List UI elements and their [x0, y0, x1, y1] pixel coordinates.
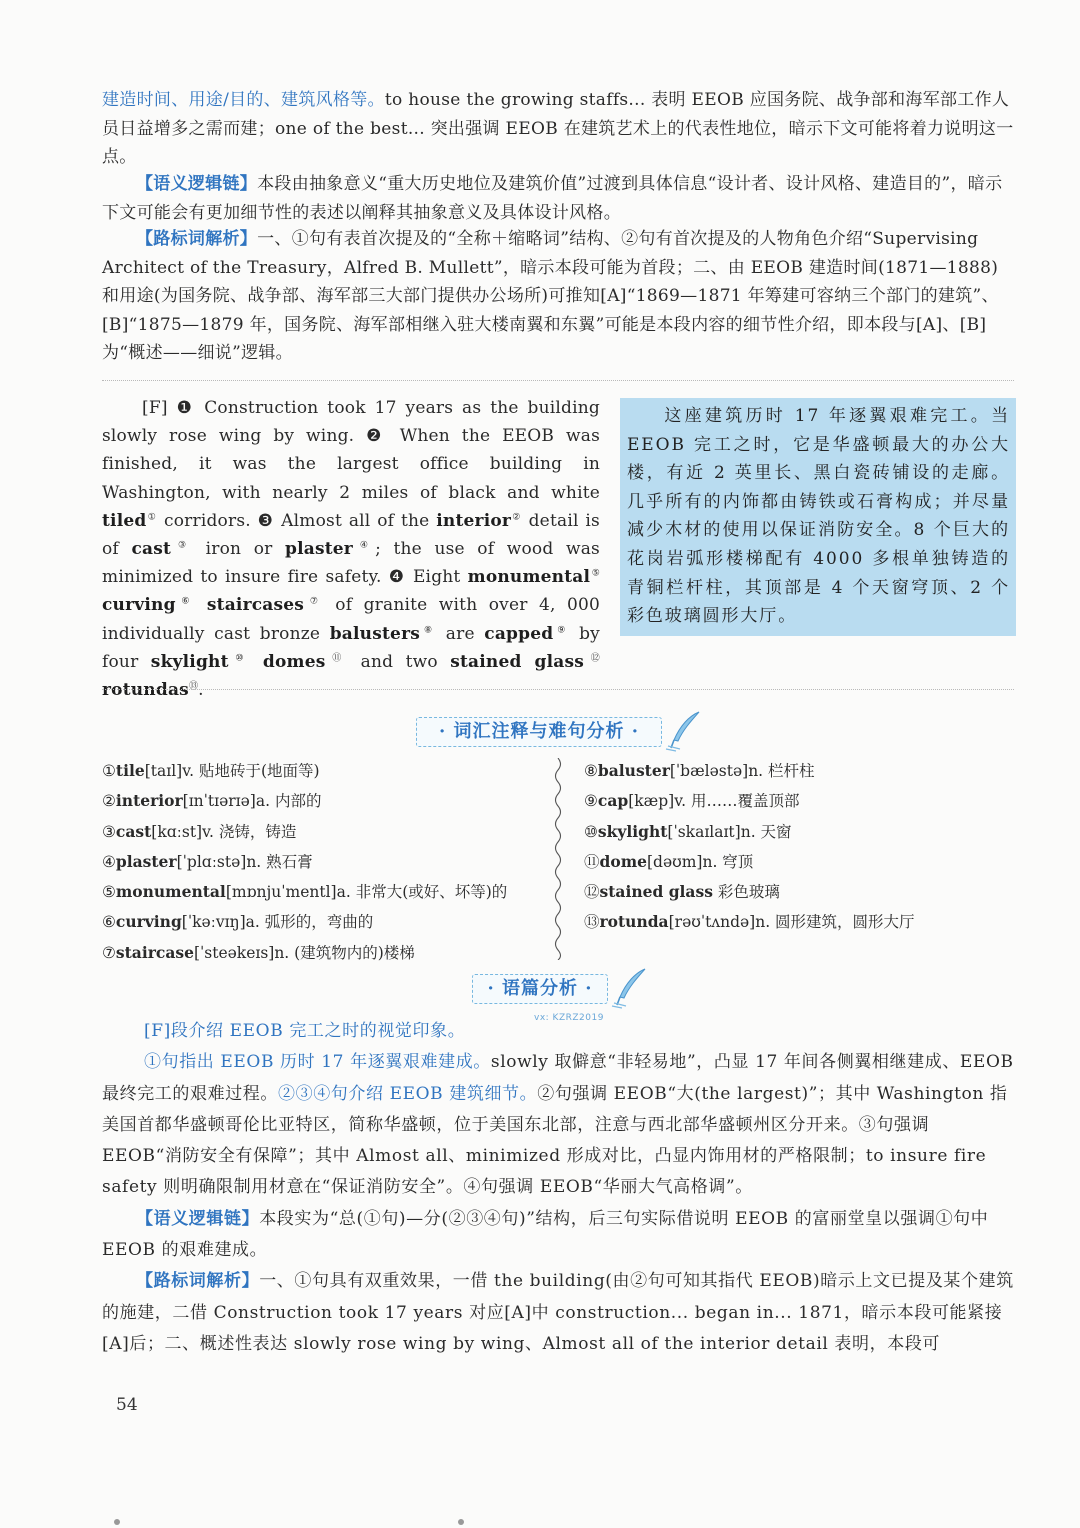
vocab-list-right — [584, 756, 915, 938]
vocab-item: ⑨cap[kæp]v. 用……覆盖顶部 — [584, 791, 800, 811]
sentence-number: ❶ — [176, 398, 196, 418]
vocab-item: ⑪dome[dəʊm]n. 穹顶 — [584, 851, 754, 871]
semantic-chain-tag: 【语义逻辑链】 — [136, 174, 258, 194]
paragraph-label: [F] — [142, 398, 168, 418]
footnote-mark: ④ — [352, 540, 376, 551]
footnote-mark: ⑥ — [175, 596, 196, 607]
vocab-word: monumental — [467, 567, 591, 588]
quill-pen-icon — [610, 967, 650, 1009]
footnote-mark: ⑫ — [583, 653, 600, 664]
vocab-word: skylight — [150, 651, 229, 672]
sentence-4-part: are — [436, 623, 485, 644]
sentence-4-end: . — [198, 680, 204, 701]
footnote-mark: ⑦ — [304, 596, 324, 607]
vocab-word: balusters — [329, 623, 421, 644]
analysis-paragraph-1 — [102, 1047, 1014, 1203]
sentence-3-part: detail is of — [102, 510, 600, 560]
footnote-mark: ⑩ — [228, 653, 251, 664]
section-divider — [102, 380, 1014, 381]
analysis-paragraph-3 — [102, 1266, 1014, 1360]
sentence-4-part: of granite with over 4, 000 individually cast bronze — [102, 595, 600, 644]
top-paragraph — [102, 86, 1014, 172]
semantic-chain-text: 本段实为“总(①句)—分(②③④句)”结构，后三句实际借说明 EEOB 的富丽堂皇以强调①句中 EEOB 的艰难建成。 — [102, 1208, 989, 1261]
sentence-1: Construction took 17 years as the building slowly rose wing by wing. — [102, 398, 600, 447]
analysis-text: ②句强调 EEOB“大(the largest)”；其中 Washington 指美国首都华盛顿哥伦比亚特区，简称华盛顿，位于美国东北部，注意与西北部华盛顿州区分开来。③句强调 EEOB“消防安全有保障”；其中 Almost all、minimized 形成对比，凸显内饰用材的严格限制；to insure fire safety 则明确限制用材意在“保证消防安全”。④句强调 EEOB“华丽大气高格调”。 — [102, 1083, 1008, 1198]
footnote-mark: ② — [511, 512, 522, 523]
sentence-number: ❹ — [388, 567, 406, 588]
vocab-word: stained glass — [450, 651, 584, 672]
analysis-paragraph-2 — [102, 1204, 1014, 1267]
footnote-mark: ① — [146, 512, 158, 523]
top-paragraph-text: to house the growing staffs... 表明 EEOB 应国务院、战争部和海军部工作人员日益增多之需而建；one of the best... 突出强调 EEOB 在建筑艺术上的代表性地位，暗示下文可能将着力说明这一点。 — [102, 90, 1014, 168]
vocab-item: ⑦staircase[ˈsteəkeɪs]n. (建筑物内的)楼梯 — [102, 942, 415, 962]
scan-mark — [114, 1519, 120, 1525]
signpost-text: 一、①句有表首次提及的“全称＋缩略词”结构、②句有首次提及的人物角色介绍“Supervising Architect of the Treasury，Alfred B. Mullett”，暗示本段可能为首段；二、由 EEOB 建造时间(1871—1888)和用途(为国务院、战争部、海军部三大部门提供办公场所)可推知[A]“1869—1871 年筹建可容纳三个部门的建筑”、[B]“1875—1879 年，国务院、海军部相继入驻大楼南翼和东翼”可能是本段内容的细节性介绍，即本段与[A]、[B]为“概述——细说”逻辑。 — [102, 229, 999, 364]
vocab-item: ⑬rotunda[rəʊˈtʌndə]n. 圆形建筑，圆形大厅 — [584, 912, 915, 932]
analysis-section-title: · 语篇分析 · — [472, 974, 608, 1004]
footnote-mark: ③ — [171, 540, 194, 551]
sentence-3-part: iron or — [193, 539, 285, 560]
signpost-tag: 【路标词解析】 — [136, 229, 258, 249]
sentence-number: ❸ — [257, 510, 275, 531]
vocab-word: cast — [131, 539, 172, 560]
sentence-4-part: and two — [348, 651, 451, 672]
quill-pen-icon — [664, 710, 704, 752]
sentence-2: When the EEOB was finished, it was the largest office building in Washington, with nearly 2 miles of black and white — [102, 426, 600, 503]
sentence-number: ❷ — [366, 426, 388, 447]
column-separator — [551, 758, 565, 960]
vocab-word: rotundas — [102, 680, 189, 701]
scan-mark — [458, 1519, 464, 1525]
section-divider — [102, 689, 1014, 690]
footnote-mark: ⑧ — [420, 624, 437, 635]
signpost-paragraph — [102, 225, 1014, 368]
semantic-chain-tag: 【语义逻辑链】 — [136, 1208, 260, 1229]
vocab-item: ④plaster[ˈplɑːstə]n. 熟石膏 — [102, 851, 313, 871]
vocab-item: ⑥curving[ˈkəːvɪŋ]a. 弧形的，弯曲的 — [102, 912, 374, 932]
vocab-item: ⑧baluster[ˈbæləstə]n. 栏杆柱 — [584, 761, 815, 780]
vocab-item: ①tile[taɪl]v. 贴地砖于(地面等) — [102, 761, 320, 780]
highlight-phrase: ②③④句介绍 EEOB 建筑细节。 — [278, 1083, 538, 1104]
sentence-2-end: corridors. — [157, 510, 258, 531]
vocab-item: ③cast[kɑːst]v. 浇铸，铸造 — [102, 821, 297, 841]
vocab-word: interior — [436, 510, 512, 531]
vocab-word: capped — [484, 623, 554, 644]
signpost-tag: 【路标词解析】 — [136, 1271, 260, 1292]
analysis-intro: [F]段介绍 EEOB 完工之时的视觉印象。 — [144, 1021, 466, 1041]
vocab-word: plaster — [285, 539, 353, 560]
signpost-text: 一、①句具有双重效果，一借 the building(由②句可知其指代 EEOB)暗示上文已提及某个建筑的施建，二借 Construction took 17 years 对应[A]中 construction... began in... 1871，暗示本段可能紧接[A]后；二、概述性表达 slowly rose wing by wing、Almost all of the interior detail 表明，本段可 — [102, 1271, 1014, 1354]
sentence-4-part: by four — [102, 623, 600, 672]
vocab-section-title: · 词汇注释与难句分析 · — [416, 717, 662, 747]
vocab-word: domes — [262, 651, 326, 672]
footnote-mark: ⑤ — [590, 568, 600, 579]
sentence-3: Almost all of the — [274, 510, 437, 531]
semantic-chain-text: 本段由抽象意义“重大历史地位及建筑价值”过渡到具体信息“设计者、设计风格、建造目的”，暗示下文可能会有更加细节性的表述以阐释其抽象意义及具体设计风格。 — [102, 174, 1003, 223]
vocab-item: ⑩skylight[ˈskaɪlaɪt]n. 天窗 — [584, 821, 792, 841]
analysis-body — [102, 1016, 1014, 1360]
vocab-list-left — [102, 756, 507, 968]
semantic-chain-paragraph — [102, 170, 1014, 227]
footnote-mark: ⑬ — [188, 681, 199, 692]
highlight-phrase: ①句指出 EEOB 历时 17 年逐翼艰难建成。 — [144, 1052, 491, 1073]
footnote-mark: ⑨ — [553, 624, 570, 635]
analysis-text: slowly 取僻意“非轻易地”，凸显 17 年间各侧翼相继建成、EEOB 最终完工的艰难过程。 — [102, 1052, 1014, 1104]
page-number: 54 — [116, 1395, 138, 1415]
watermark: vx: KZRZ2019 — [534, 1013, 604, 1023]
footnote-mark: ⑪ — [325, 653, 349, 664]
vocab-item: ⑫stained glass 彩色玻璃 — [584, 882, 780, 902]
vocab-item: ②interior[ɪnˈtɪərɪə]a. 内部的 — [102, 791, 322, 811]
sentence-3-end: ; the use of wood was minimized to insure fire safety. — [102, 539, 600, 588]
sentence-4: Eight — [405, 567, 468, 588]
translation-box — [620, 398, 1016, 636]
passage-english — [102, 394, 600, 704]
vocab-word: curving — [102, 595, 176, 616]
vocab-item: ⑤monumental[mɒnjuˈmentl]a. 非常大(或好、坏等)的 — [102, 882, 508, 902]
translation-text: 这座建筑历时 17 年逐翼艰难完工。当 EEOB 完工之时，它是华盛顿最大的办公大楼，有近 2 英里长、黑白瓷砖铺设的走廊。几乎所有的内饰都由铸铁或石膏构成；并尽量减少木材的使用以保证消防安全。8 个巨大的花岗岩弧形楼梯配有 4000 多根单独铸造的青铜栏杆柱，其顶部是 4 个天窗穹顶、2 个彩色玻璃圆形大厅。 — [627, 406, 1010, 627]
highlight-phrase: 建造时间、用途/目的、建筑风格等。 — [102, 90, 385, 110]
vocab-word: staircases — [206, 595, 305, 616]
vocab-word: tiled — [102, 510, 147, 531]
